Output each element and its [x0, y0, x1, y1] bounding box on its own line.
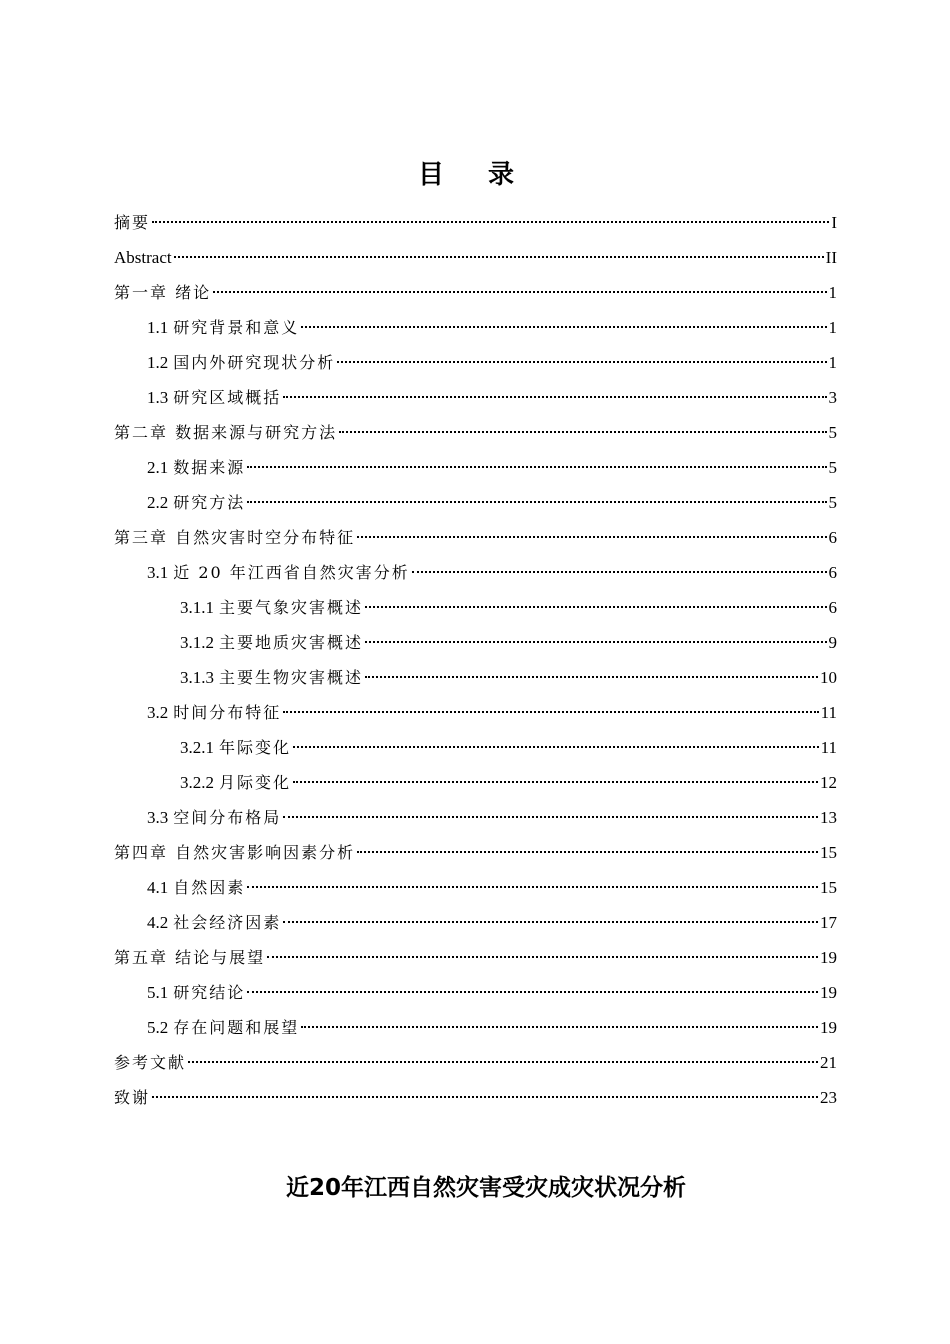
table-of-contents: [114, 205, 837, 1115]
dot-leader: [152, 221, 829, 223]
toc-entry-number: 3.1.2: [180, 633, 214, 652]
toc-entry[interactable]: [114, 380, 837, 415]
dot-leader: [283, 921, 818, 923]
toc-entry[interactable]: [114, 1045, 837, 1080]
toc-entry-number: 3.1.1: [180, 598, 214, 617]
toc-entry[interactable]: [114, 240, 837, 275]
toc-entry-label: 研究背景和意义: [173, 318, 300, 337]
toc-entry-label: 社会经济因素: [173, 913, 282, 932]
toc-entry-label: 研究结论: [173, 983, 246, 1002]
toc-entry[interactable]: [114, 590, 837, 625]
toc-entry-number: 1.1: [147, 318, 169, 337]
toc-entry[interactable]: [114, 345, 837, 380]
toc-entry-label: 主要地质灾害概述: [219, 633, 364, 652]
toc-entry[interactable]: [114, 695, 837, 730]
toc-entry-number: 3.3: [147, 808, 169, 827]
toc-entry-number: 3.1.3: [180, 668, 214, 687]
toc-entry-page: 9: [828, 633, 837, 652]
toc-entry-page: 19: [820, 983, 837, 1002]
toc-entry-number: 4.2: [147, 913, 169, 932]
dot-leader: [267, 956, 818, 958]
toc-entry[interactable]: [114, 310, 837, 345]
toc-entry[interactable]: [114, 275, 837, 310]
toc-entry-page: 1: [828, 353, 837, 372]
toc-entry-page: 6: [828, 528, 837, 547]
dot-leader: [283, 396, 826, 398]
dot-leader: [365, 641, 826, 643]
toc-entry-page: 13: [820, 808, 837, 827]
dot-leader: [301, 1026, 818, 1028]
toc-entry-page: I: [831, 213, 837, 232]
toc-heading: 目录: [417, 160, 558, 190]
toc-entry-label: 存在问题和展望: [173, 1018, 300, 1037]
toc-entry[interactable]: [114, 870, 837, 905]
toc-entry-number: 1.2: [147, 353, 169, 372]
toc-entry-label: 自然因素: [173, 878, 246, 897]
toc-entry-label: 主要气象灾害概述: [219, 598, 364, 617]
toc-entry-label: 致谢: [114, 1088, 151, 1107]
document-title: 近20年江西自然灾害受灾成灾状况分析: [285, 1175, 686, 1201]
toc-entry-page: 5: [828, 423, 837, 442]
toc-entry-label: 空间分布格局: [173, 808, 282, 827]
toc-entry-page: 1: [828, 283, 837, 302]
toc-entry-number: 3.2.1: [180, 738, 214, 757]
toc-entry-page: 21: [820, 1053, 837, 1072]
toc-entry[interactable]: [114, 835, 837, 870]
toc-entry-label: 近 20 年江西省自然灾害分析: [173, 563, 410, 582]
toc-entry-page: 19: [820, 948, 837, 967]
toc-entry-number: 2.1: [147, 458, 169, 477]
toc-entry[interactable]: [114, 905, 837, 940]
toc-entry-page: II: [825, 248, 837, 267]
toc-entry-page: 17: [820, 913, 837, 932]
toc-entry-label: 国内外研究现状分析: [173, 353, 336, 372]
toc-entry-number: 3.2.2: [180, 773, 214, 792]
toc-entry[interactable]: [114, 415, 837, 450]
dot-leader: [174, 256, 824, 258]
toc-entry-page: 12: [820, 773, 837, 792]
toc-entry-label: 月际变化: [219, 773, 292, 792]
dot-leader: [301, 326, 826, 328]
toc-entry-number: 2.2: [147, 493, 169, 512]
toc-entry-label: 数据来源: [173, 458, 246, 477]
dot-leader: [152, 1096, 818, 1098]
dot-leader: [188, 1061, 818, 1063]
toc-entry-page: 19: [820, 1018, 837, 1037]
toc-entry-label: 时间分布特征: [173, 703, 282, 722]
dot-leader: [357, 851, 818, 853]
toc-entry[interactable]: [114, 205, 837, 240]
dot-leader: [365, 676, 818, 678]
toc-entry-number: 1.3: [147, 388, 169, 407]
dot-leader: [357, 536, 826, 538]
toc-entry-label: 第一章 绪论: [114, 283, 212, 302]
toc-entry-label: Abstract: [114, 248, 172, 267]
toc-entry-label: 研究方法: [173, 493, 246, 512]
toc-entry-label: 年际变化: [219, 738, 292, 757]
toc-entry-label: 研究区域概括: [173, 388, 282, 407]
toc-entry[interactable]: [114, 940, 837, 975]
toc-entry[interactable]: [114, 765, 837, 800]
toc-entry-page: 15: [820, 878, 837, 897]
toc-entry-label: 第三章 自然灾害时空分布特征: [114, 528, 356, 547]
toc-entry-label: 摘要: [114, 213, 151, 232]
toc-entry-number: 5.1: [147, 983, 169, 1002]
toc-entry-number: 5.2: [147, 1018, 169, 1037]
dot-leader: [339, 431, 826, 433]
toc-entry-page: 11: [820, 703, 837, 722]
toc-entry-page: 1: [828, 318, 837, 337]
dot-leader: [283, 816, 818, 818]
toc-entry-page: 3: [828, 388, 837, 407]
toc-entry-page: 6: [828, 598, 837, 617]
toc-entry-number: 3.2: [147, 703, 169, 722]
toc-entry-label: 第五章 结论与展望: [114, 948, 266, 967]
toc-entry-page: 5: [828, 458, 837, 477]
dot-leader: [213, 291, 826, 293]
toc-entry[interactable]: [114, 660, 837, 695]
toc-entry-label: 主要生物灾害概述: [219, 668, 364, 687]
toc-entry-page: 23: [820, 1088, 837, 1107]
dot-leader: [337, 361, 826, 363]
toc-entry-number: 3.1: [147, 563, 169, 582]
toc-entry[interactable]: [114, 625, 837, 660]
dot-leader: [247, 501, 826, 503]
dot-leader: [365, 606, 826, 608]
toc-entry-page: 11: [820, 738, 837, 757]
toc-entry[interactable]: [114, 555, 837, 590]
toc-entry-page: 5: [828, 493, 837, 512]
dot-leader: [247, 886, 818, 888]
dot-leader: [283, 711, 818, 713]
toc-entry-number: 4.1: [147, 878, 169, 897]
toc-entry-label: 第二章 数据来源与研究方法: [114, 423, 338, 442]
toc-entry[interactable]: [114, 800, 837, 835]
dot-leader: [247, 466, 826, 468]
dot-leader: [247, 991, 818, 993]
toc-entry[interactable]: [114, 730, 837, 765]
toc-entry[interactable]: [114, 520, 837, 555]
toc-entry[interactable]: [114, 1010, 837, 1045]
dot-leader: [293, 746, 819, 748]
dot-leader: [293, 781, 818, 783]
toc-entry[interactable]: [114, 450, 837, 485]
toc-entry[interactable]: [114, 1080, 837, 1115]
toc-entry[interactable]: [114, 485, 837, 520]
toc-entry-page: 15: [820, 843, 837, 862]
dot-leader: [412, 571, 827, 573]
toc-entry-label: 参考文献: [114, 1053, 187, 1072]
toc-entry-label: 第四章 自然灾害影响因素分析: [114, 843, 356, 862]
toc-entry[interactable]: [114, 975, 837, 1010]
toc-entry-page: 10: [820, 668, 837, 687]
toc-entry-page: 6: [828, 563, 837, 582]
